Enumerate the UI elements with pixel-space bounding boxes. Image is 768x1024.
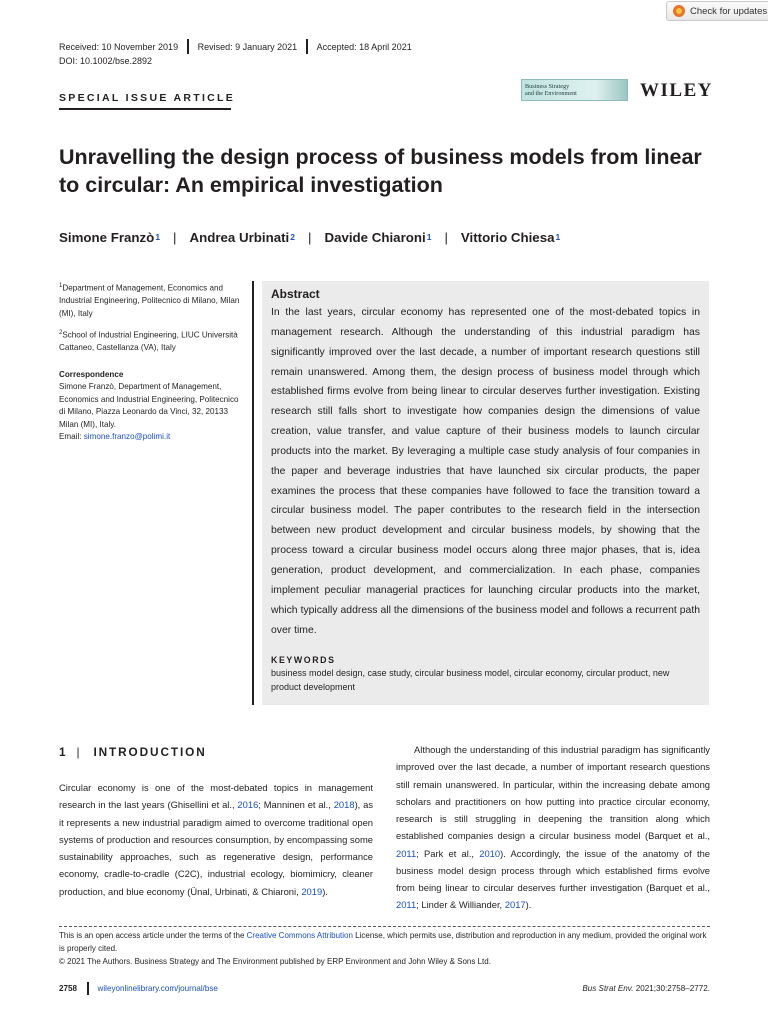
revised-date: Revised: 9 January 2021 (197, 41, 298, 52)
email-link[interactable]: simone.franzo@polimi.it (83, 432, 171, 442)
page-footer (59, 982, 710, 995)
body-paragraph (396, 741, 710, 914)
article-type-underline (59, 108, 231, 110)
accepted-date: Accepted: 18 April 2021 (316, 41, 412, 52)
abstract-panel (262, 281, 709, 705)
journal-logo-line2: and the Environment (525, 90, 577, 97)
affiliation-number: 2 (59, 330, 63, 337)
body-paragraph (59, 779, 373, 900)
author-name[interactable]: Simone Franzò (59, 230, 155, 245)
citation-link[interactable]: 2011 (396, 847, 417, 859)
article-dates (59, 39, 412, 54)
journal-url-link[interactable]: wileyonlinelibrary.com/journal/bse (97, 984, 218, 993)
footer-divider (87, 982, 89, 995)
citation-link[interactable]: 2010 (479, 847, 501, 859)
affiliation-marker[interactable]: 1 (155, 232, 161, 242)
body-text: ; Linder & Williander, (416, 899, 505, 911)
license-link[interactable]: Creative Commons Attribution (246, 931, 353, 940)
crossmark-icon (673, 5, 685, 17)
correspondence-text (59, 381, 242, 444)
body-text: Although the understanding of this industrial paradigm has significantly improved over the last decade, a number of important research questions still remain unanswered. In particular, within the increasing debate among scholars and practitioners on how putting into practice circular economy, research is still struggling in deepening the transition along which established companies design a circular business model (Barquet et al., (396, 744, 710, 842)
author-name[interactable]: Andrea Urbinati (189, 230, 290, 245)
body-column-right (396, 741, 710, 914)
citation-link[interactable]: 2011 (396, 899, 417, 911)
affiliation-text: School of Industrial Engineering, LIUC Università Cattaneo, Castellanza (VA), Italy (59, 330, 238, 353)
citation-link[interactable]: 2019 (301, 885, 323, 897)
body-text: ). (322, 885, 328, 897)
date-divider (306, 39, 308, 54)
keywords-text: business model design, case study, circular business model, circular economy, circular product, new product development (271, 668, 670, 693)
citation-volume: 2021;30:2758–2772. (633, 984, 710, 993)
body-text: ; Park et al., (416, 847, 480, 859)
body-text: ; Manninen et al., (258, 799, 334, 811)
abstract-text: In the last years, circular economy has represented one of the most-debated topics in management research. Although the understanding of this industrial paradigm has significantly improved over the last decade, a number of important research questions still remain unanswered. Among them, the design process of business model through which established firms evolve from being linear to circular deserves further investigation. Existing research still falls short to investigate how companies design the dimensions of value creation, value transfer, and value capture of their business models to launch circular products into the market. By leveraging a multiple case study analysis of four companies in the paper and beverage industries that have launched six circular products, the paper examines the process that these companies have followed to face the transition toward a circular business model. The paper contributes to the research field in the intersection between new product development and circular business models, by showing that the process toward a circular business model occurs along three major phases, that is, idea generation, product development, and commercialization. In each phase, companies implement peculiar managerial practices for launching circular products into the market, which typically address all the dimensions of the business model and follows a recurrent path over time. (271, 307, 700, 636)
page-number: 2758 (59, 984, 78, 993)
affiliation (59, 327, 242, 355)
affiliation-marker[interactable]: 1 (555, 232, 561, 242)
affiliation-text: Department of Management, Economics and Industrial Engineering, Politecnico di Milano, Milan (MI), Italy (59, 283, 240, 318)
doi: DOI: 10.1002/bse.2892 (59, 56, 153, 66)
publisher-logo: WILEY (640, 80, 713, 101)
column-divider (252, 281, 254, 705)
citation-link[interactable]: 2017 (504, 899, 526, 911)
license-text: License, which permits use, distribution and reproduction in any medium, provided the original work is properly cited. (59, 931, 707, 953)
author-name[interactable]: Davide Chiaroni (324, 230, 426, 245)
author-separator: | (444, 230, 448, 245)
author-name[interactable]: Vittorio Chiesa (460, 230, 555, 245)
correspondence-heading: Correspondence (59, 369, 124, 379)
license-notice (59, 930, 710, 968)
date-divider (187, 39, 189, 54)
article-title: Unravelling the design process of business models from linear to circular: An empirical investigation (59, 145, 702, 197)
section-title: INTRODUCTION (93, 745, 207, 759)
citation-link[interactable]: 2016 (237, 799, 259, 811)
abstract-heading: Abstract (271, 287, 320, 301)
author-separator: | (173, 230, 177, 245)
journal-logo (521, 79, 628, 101)
article-type: SPECIAL ISSUE ARTICLE (59, 92, 236, 104)
body-text: Circular economy is one of the most-debated topics in management research in the last years (Ghisellini et al., (59, 782, 373, 811)
keywords-heading: KEYWORDS (271, 655, 336, 666)
section-separator: | (76, 745, 82, 759)
affiliation-marker[interactable]: 1 (426, 232, 432, 242)
journal-citation (582, 984, 710, 993)
journal-logo-line1: Business Strategy (525, 83, 570, 90)
affiliation-marker[interactable]: 2 (290, 232, 295, 242)
body-column-left (59, 779, 373, 900)
copyright-line: © 2021 The Authors. Business Strategy and The Environment published by ERP Environment and John Wiley & Sons Ltd. (59, 956, 491, 966)
check-for-updates-label: Check for updates (690, 5, 768, 17)
footnote-divider (59, 926, 710, 927)
author-list (59, 230, 560, 245)
body-text: ). Accordingly, the issue of the anatomy of the business model design process through which established firms evolve from being linear to circular deserves further investigation (Barquet et al., (396, 847, 710, 893)
affiliation-number: 1 (59, 283, 63, 289)
body-text: ), as it represents a new industrial paradigm aimed to overcome traditional open systems of production and resources consumption, by encompassing some sustainability approaches, such as regenerative design, performance economy, cradle-to-cradle (C2C), industrial ecology, biomimicry, cleaner production, and blue economy (Ünal, Urbinati, & Chiaroni, (59, 799, 374, 897)
license-line (59, 930, 710, 956)
correspondence-address: Simone Franzò, Department of Management, Economics and Industrial Engineering, Politecnico di Milano, Piazza Leonardo da Vinci, 32, 20133 Milan (MI), Italy. (59, 382, 239, 429)
received-date: Received: 10 November 2019 (59, 41, 179, 52)
affiliations-panel (59, 280, 242, 451)
check-for-updates-button[interactable] (666, 1, 768, 21)
author-separator: | (308, 230, 312, 245)
section-heading (59, 745, 207, 759)
affiliation (59, 280, 242, 320)
citation-link[interactable]: 2018 (333, 799, 355, 811)
email-label: Email: (59, 432, 84, 442)
license-text: This is an open access article under the terms of the (59, 931, 247, 940)
section-number: 1 (59, 745, 68, 759)
body-text: ). (525, 899, 532, 911)
journal-abbrev: Bus Strat Env. (582, 984, 634, 993)
